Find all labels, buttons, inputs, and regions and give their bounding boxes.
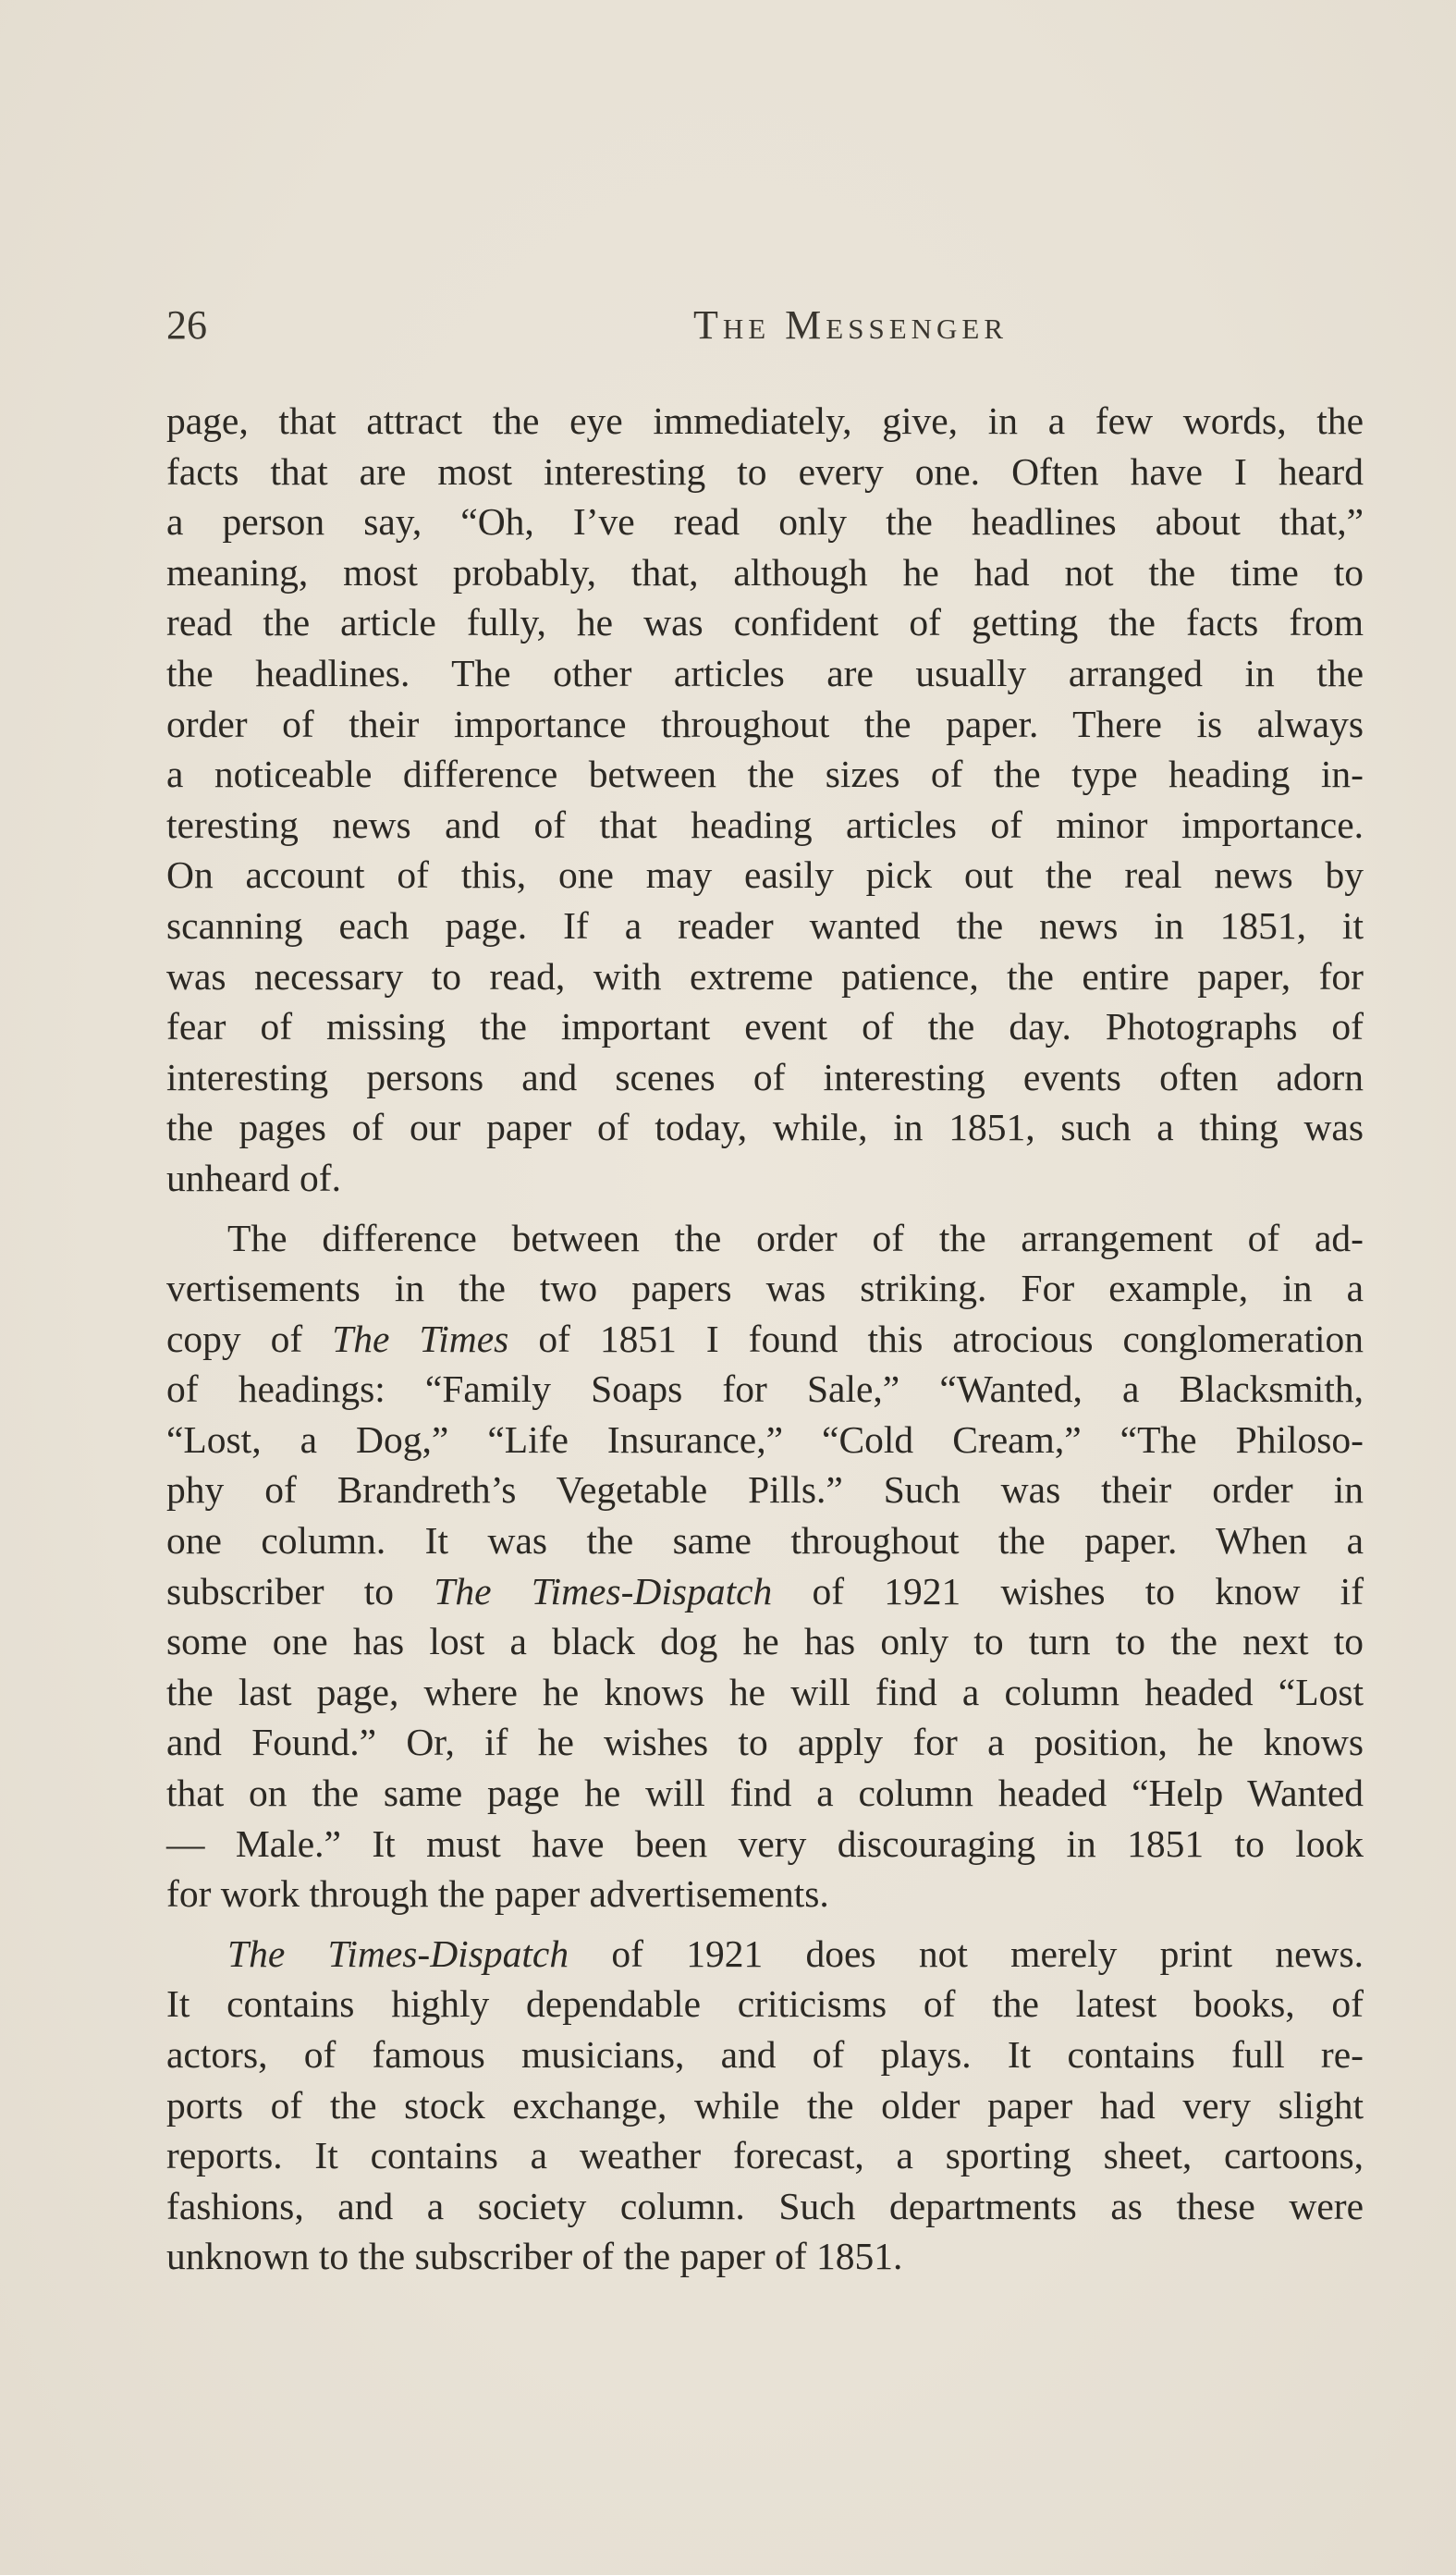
text-line: the last page, where he knows he will find a column headed “Lost xyxy=(166,1670,1364,1713)
text-line: — Male.” It must have been very discouraging in 1851 to look xyxy=(166,1821,1364,1865)
text-line: ports of the stock exchange, while the older paper had very slight xyxy=(166,2083,1364,2127)
text-line: scanning each page. If a reader wanted the news in 1851, it xyxy=(166,903,1364,947)
text-line: vertisements in the two papers was striking. For example, in a xyxy=(166,1267,1364,1310)
text-line: fear of missing the important event of the day. Photographs of xyxy=(166,1005,1364,1048)
text-line: that on the same page he will find a column headed “Help Wanted xyxy=(166,1772,1364,1815)
text-line: page, that attract the eye immediately, give, in a few words, the xyxy=(166,399,1364,442)
text-line: subscriber to The Times-Dispatch of 1921 wishes to know if xyxy=(166,1569,1364,1612)
text-line: The difference between the order of the arrangement of ad- xyxy=(227,1216,1364,1259)
text-line: and Found.” Or, if he wishes to apply for a position, he knows xyxy=(166,1721,1364,1764)
text-line: the pages of our paper of today, while, in 1851, such a thing was xyxy=(166,1106,1364,1149)
text-line: a noticeable difference between the sizes of the type heading in- xyxy=(166,753,1364,796)
text-line: fashions, and a society column. Such departments as these were xyxy=(166,2184,1364,2227)
text-line: The Times-Dispatch of 1921 does not merely print news. xyxy=(227,1931,1364,1975)
text-line: unheard of. xyxy=(166,1156,341,1199)
paragraph-1 xyxy=(166,396,1364,1204)
text-line: It contains highly dependable criticisms of the latest books, of xyxy=(166,1982,1364,2026)
page-number: 26 xyxy=(166,302,207,348)
text-line: some one has lost a black dog he has only to turn to the next to xyxy=(166,1620,1364,1663)
text-line: teresting news and of that heading articles of minor importance. xyxy=(166,803,1364,846)
text-line: meaning, most probably, that, although he had not the time to xyxy=(166,550,1364,594)
text-line: unknown to the subscriber of the paper of 1851. xyxy=(166,2235,903,2278)
text-line: order of their importance throughout the paper. There is always xyxy=(166,702,1364,745)
paragraph-2 xyxy=(166,1213,1364,1919)
text-line: facts that are most interesting to every one. Often have I heard xyxy=(166,449,1364,493)
text-line: of headings: “Family Soaps for Sale,” “Wanted, a Blacksmith, xyxy=(166,1367,1364,1411)
text-line: one column. It was the same throughout the paper. When a xyxy=(166,1519,1364,1563)
paragraph-3 xyxy=(166,1929,1364,2282)
body-text xyxy=(166,396,1364,2282)
text-line: the headlines. The other articles are usually arranged in the xyxy=(166,651,1364,694)
text-line: read the article fully, he was confident of getting the facts from xyxy=(166,601,1364,644)
text-line: On account of this, one may easily pick out the real news by xyxy=(166,853,1364,897)
text-line: interesting persons and scenes of interesting events often adorn xyxy=(166,1055,1364,1098)
text-line: phy of Brandreth’s Vegetable Pills.” Such was their order in xyxy=(166,1468,1364,1512)
text-line: copy of The Times of 1851 I found this atrocious conglomeration xyxy=(166,1317,1364,1360)
text-line: actors, of famous musicians, and of plays. It contains full re- xyxy=(166,2033,1364,2076)
text-line: was necessary to read, with extreme patience, the entire paper, for xyxy=(166,954,1364,998)
running-head xyxy=(166,298,1364,353)
text-line: reports. It contains a weather forecast, a sporting sheet, cartoons, xyxy=(166,2134,1364,2177)
text-line: for work through the paper advertisements. xyxy=(166,1872,829,1916)
journal-title: The Messenger xyxy=(692,302,1009,348)
text-line: “Lost, a Dog,” “Life Insurance,” “Cold Cream,” “The Philoso- xyxy=(166,1417,1364,1461)
text-line: a person say, “Oh, I’ve read only the headlines about that,” xyxy=(166,500,1364,544)
